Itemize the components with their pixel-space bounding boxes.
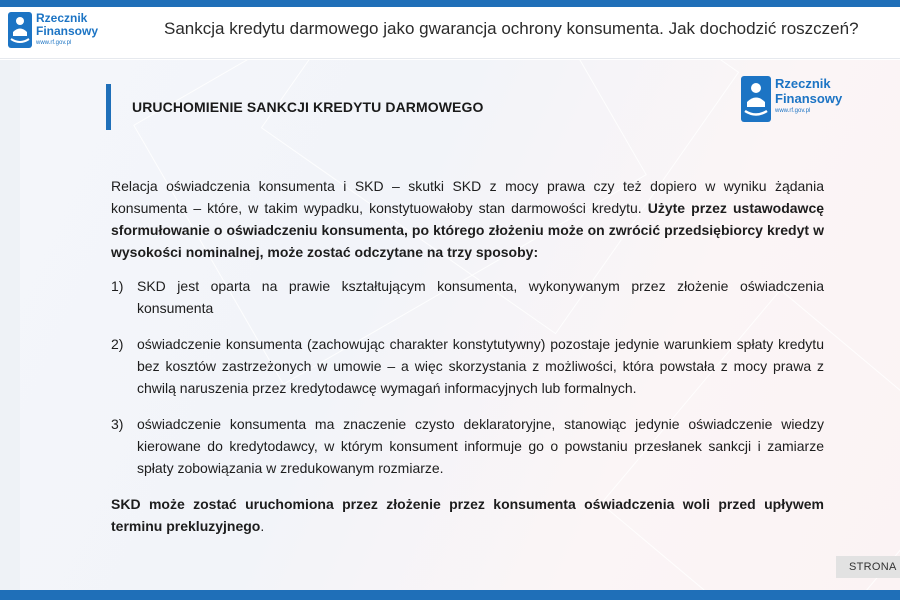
rzecznik-emblem-icon <box>741 76 771 122</box>
intro-text: Relacja oświadczenia konsumenta i SKD – skutki SKD z mocy prawa czy też dopiero w wyniku żądania konsumenta – które, w takim wypadku, konstytuowałoby stan darmowości kredytu. <box>111 178 824 216</box>
list-text: oświadczenie konsumenta ma znaczenie czysto deklaratoryjne, stanowiąc jedynie oświadczenie wiedzy kierowane do kredytodawcy, w którym konsument informuje go o powstaniu przesłanek sankcji i zamiarze spłaty zobowiązania w zredukowanym rozmiarze. <box>137 416 824 476</box>
intro-bold-text: Użyte przez ustawodawcę sformułowanie o oświadczeniu konsumenta, po którego złożeniu może on zwrócić przedsiębiorcy kredyt w wysokości nominalnej, może zostać odczytane na trzy sposoby: <box>111 200 825 260</box>
logo-name-line2: Finansowy <box>775 91 843 106</box>
logo-name-line1: Rzecznik <box>775 76 831 91</box>
list-item <box>111 413 824 479</box>
conclusion-period: . <box>260 518 265 534</box>
list-item <box>111 275 824 319</box>
logo-url: www.rf.gov.pl <box>775 108 811 114</box>
section-accent-bar <box>106 84 111 130</box>
intro-paragraph <box>111 175 824 263</box>
interpretations-list <box>111 275 824 479</box>
bottom-accent-stripe <box>0 590 900 600</box>
top-accent-stripe <box>0 0 900 7</box>
header-logo-text <box>36 12 98 46</box>
list-number: 1) <box>111 278 124 294</box>
logo-url: www.rf.gov.pl <box>36 40 72 46</box>
header-logo <box>8 12 108 56</box>
conclusion-text: SKD może zostać uruchomiona przez złożenie przez konsumenta oświadczenia woli przed upływem terminu prekluzyjnego <box>111 496 824 534</box>
rzecznik-emblem-icon <box>8 12 32 48</box>
page-number-badge: STRONA <box>836 556 900 578</box>
list-text: SKD jest oparta na prawie kształtującym konsumenta, wykonywanym przez złożenie oświadczenia konsumenta <box>137 278 824 316</box>
section-title: URUCHOMIENIE SANKCJI KREDYTU DARMOWEGO <box>132 99 484 115</box>
slide-logo <box>741 76 851 126</box>
presentation-header <box>0 7 900 59</box>
conclusion-paragraph <box>111 493 824 537</box>
list-number: 3) <box>111 416 124 432</box>
list-number: 2) <box>111 336 124 352</box>
left-margin-strip <box>0 60 20 590</box>
presentation-title: Sankcja kredytu darmowego jako gwarancja ochrony konsumenta. Jak dochodzić roszczeń? <box>164 19 859 38</box>
slide-body <box>111 175 824 537</box>
list-text: oświadczenie konsumenta (zachowując charakter konstytutywny) pozostaje jedynie warunkiem spłaty kredytu bez kosztów zastrzeżonych w umowie – a więc skorzystania z możliwości, która powstała z mocy prawa z chwilą naruszenia przez kredytodawcę wymagań informacyjnych lub formalnych. <box>137 336 824 396</box>
logo-name-line1: Rzecznik <box>36 11 88 25</box>
list-item <box>111 333 824 399</box>
logo-name-line2: Finansowy <box>36 24 99 38</box>
slide-logo-text <box>775 76 842 114</box>
